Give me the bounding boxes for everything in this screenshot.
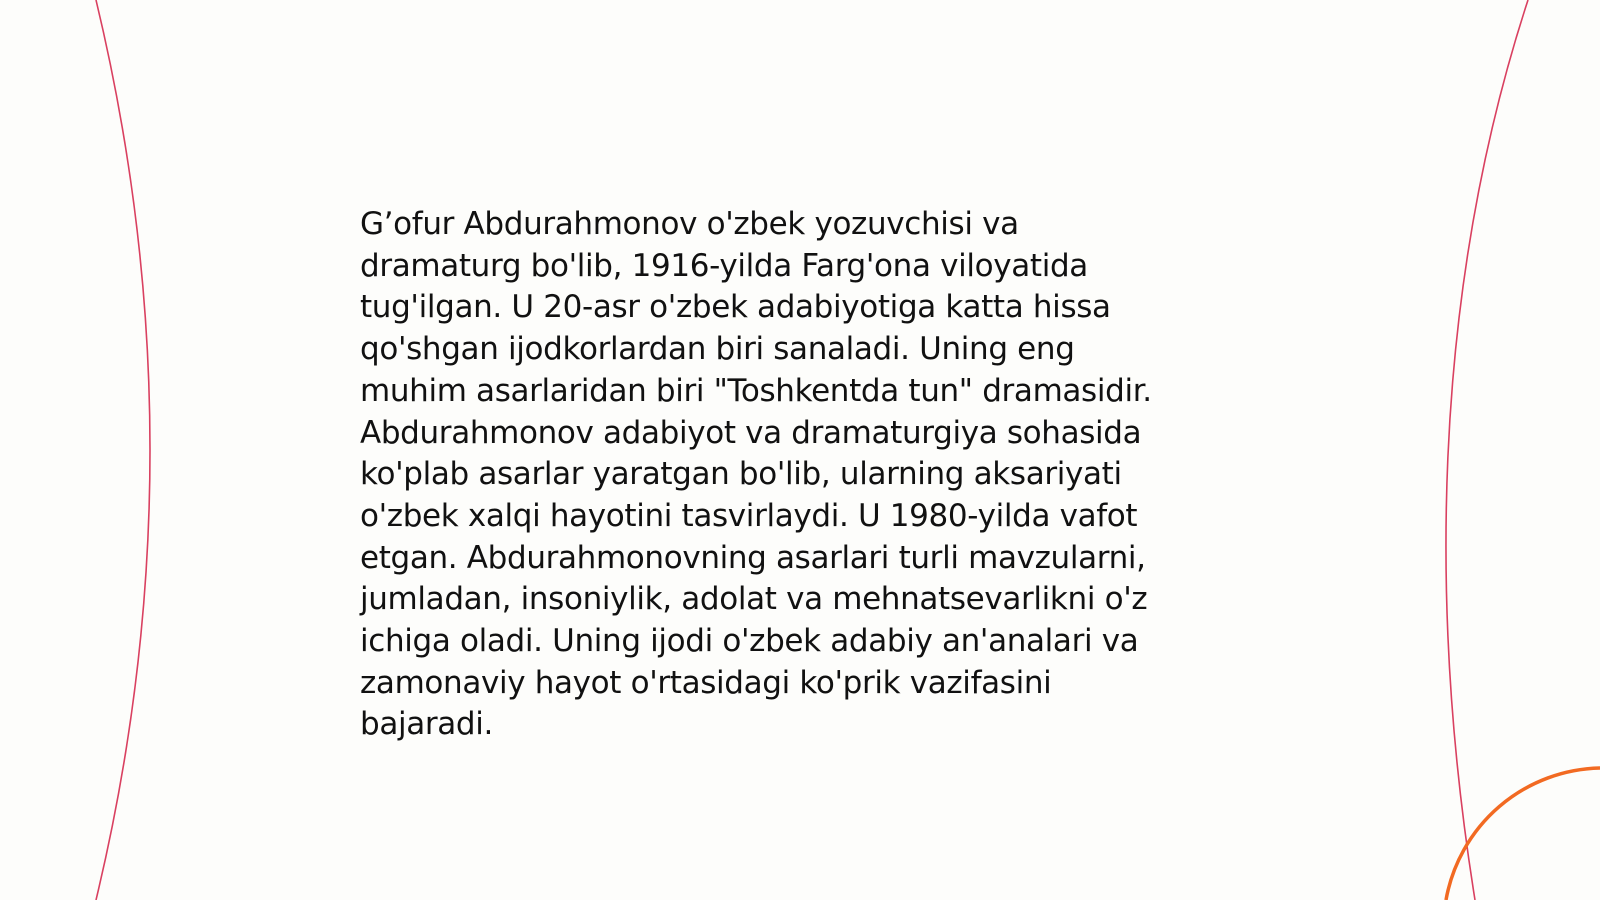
right-curve [1446, 0, 1528, 900]
biography-text [360, 204, 1240, 746]
body-line-13: bajaradi. [360, 706, 494, 743]
body-line-9: etgan. Abdurahmonovning asarlari turli mavzularni, [360, 539, 1146, 576]
body-line-7: ko'plab asarlar yaratgan bo'lib, ularning aksariyati [360, 456, 1122, 493]
body-line-10: jumladan, insoniylik, adolat va mehnatsevarlikni o'z [360, 581, 1148, 618]
body-line-11: ichiga oladi. Uning ijodi o'zbek adabiy an'analari va [360, 623, 1139, 660]
body-line-6: Abdurahmonov adabiyot va dramaturgiya sohasida [360, 414, 1142, 451]
body-line-1: G’ofur Abdurahmonov o'zbek yozuvchisi va [360, 206, 1019, 242]
body-line-4: qo'shgan ijodkorlardan biri sanaladi. Uning eng [360, 331, 1075, 368]
body-line-5: muhim asarlaridan biri "Toshkentda tun" dramasidir. [360, 372, 1152, 409]
body-line-8: o'zbek xalqi hayotini tasvirlaydi. U 1980-yilda vafot [360, 497, 1138, 534]
body-line-12: zamonaviy hayot o'rtasidagi ko'prik vazifasini [360, 664, 1052, 701]
left-curve [96, 0, 150, 900]
body-line-3: tug'ilgan. U 20-asr o'zbek adabiyotiga katta hissa [360, 289, 1111, 326]
corner-arc [1446, 768, 1600, 900]
body-line-2: dramaturg bo'lib, 1916-yilda Farg'ona viloyatida [360, 247, 1088, 284]
